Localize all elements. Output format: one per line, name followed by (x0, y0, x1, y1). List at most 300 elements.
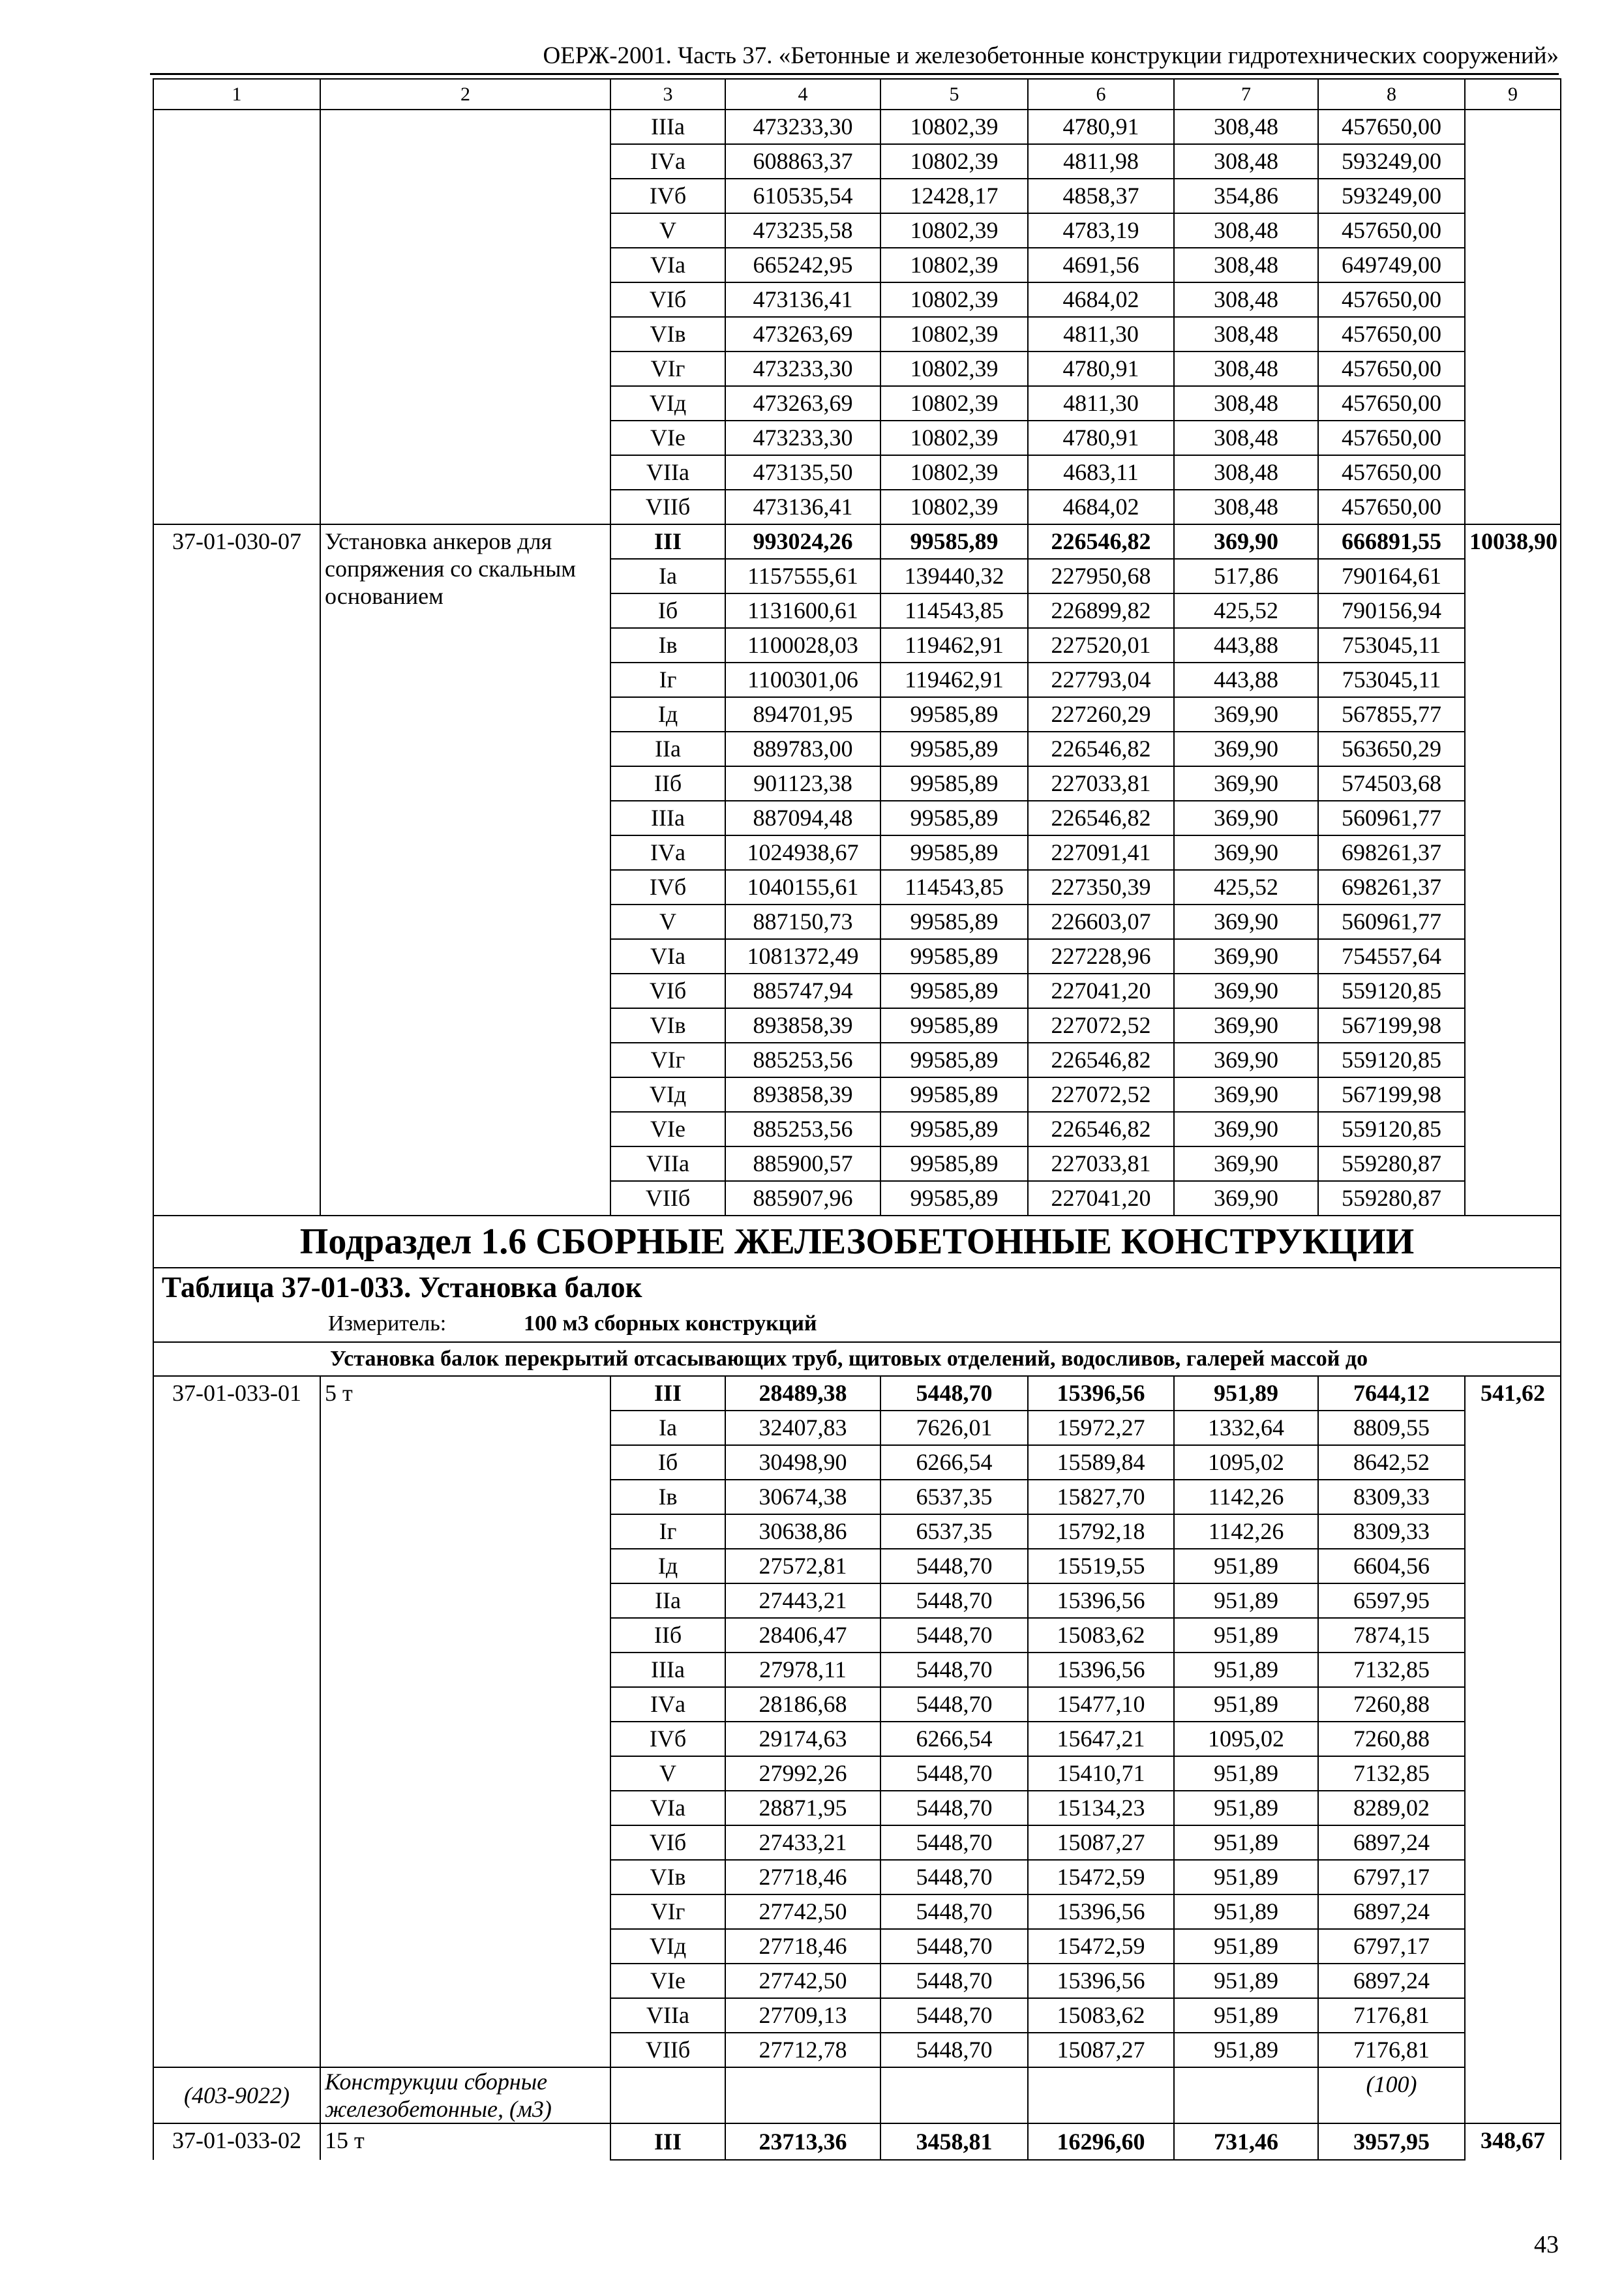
zone-cell: III (610, 2123, 725, 2160)
resource-code: (403-9022) (153, 2067, 320, 2123)
section-row (153, 1216, 1561, 1268)
value-cell: 369,90 (1174, 524, 1318, 559)
value-cell: 473263,69 (725, 317, 880, 352)
value-cell: 951,89 (1174, 1860, 1318, 1894)
value-cell: 369,90 (1174, 905, 1318, 939)
value-cell: 28871,95 (725, 1791, 880, 1825)
value-cell: 951,89 (1174, 1376, 1318, 1411)
value-cell: 593249,00 (1318, 144, 1465, 179)
zone-cell: V (610, 213, 725, 248)
value-cell: 457650,00 (1318, 317, 1465, 352)
value-cell: 6537,35 (880, 1480, 1028, 1514)
value-cell: 457650,00 (1318, 421, 1465, 455)
value-cell: 15472,59 (1028, 1860, 1174, 1894)
value-cell: 1100028,03 (725, 628, 880, 663)
value-cell: 473263,69 (725, 386, 880, 421)
value-cell: 7176,81 (1318, 1998, 1465, 2033)
value-cell: 369,90 (1174, 835, 1318, 870)
value-cell: 8309,33 (1318, 1480, 1465, 1514)
value-cell: 887094,48 (725, 801, 880, 835)
section-title: Подраздел 1.6 СБОРНЫЕ ЖЕЛЕЗОБЕТОННЫЕ КОНСТРУКЦИИ (153, 1216, 1561, 1268)
empty-cell (610, 2067, 725, 2123)
value-cell: 369,90 (1174, 697, 1318, 732)
value-cell: 226546,82 (1028, 732, 1174, 766)
column-number: 6 (1028, 79, 1174, 110)
value-cell: 226546,82 (1028, 1043, 1174, 1077)
value-cell: 567855,77 (1318, 697, 1465, 732)
value-cell: 227033,81 (1028, 766, 1174, 801)
value-cell: 29174,63 (725, 1722, 880, 1756)
item-name-continued (320, 110, 610, 524)
value-cell: 15472,59 (1028, 1929, 1174, 1964)
value-cell: 5448,70 (880, 1756, 1028, 1791)
value-cell: 15083,62 (1028, 1998, 1174, 2033)
zone-cell: VIIб (610, 2033, 725, 2067)
value-cell: 369,90 (1174, 732, 1318, 766)
value-cell: 7132,85 (1318, 1756, 1465, 1791)
zone-cell: VIIб (610, 490, 725, 524)
value-cell: 610535,54 (725, 179, 880, 213)
column-number: 2 (320, 79, 610, 110)
value-cell: 27718,46 (725, 1929, 880, 1964)
value-cell: 28186,68 (725, 1687, 880, 1722)
value-cell: 887150,73 (725, 905, 880, 939)
value-cell: 99585,89 (880, 524, 1028, 559)
value-cell: 7874,15 (1318, 1618, 1465, 1653)
value-cell: 1142,26 (1174, 1480, 1318, 1514)
value-cell: 731,46 (1174, 2123, 1318, 2160)
value-cell: 1081372,49 (725, 939, 880, 974)
value-cell: 369,90 (1174, 1043, 1318, 1077)
value-cell: 649749,00 (1318, 248, 1465, 282)
value-cell: 901123,38 (725, 766, 880, 801)
zone-cell: IIIа (610, 801, 725, 835)
empty-cell (1174, 2067, 1318, 2123)
value-cell: 790164,61 (1318, 559, 1465, 593)
value-cell: 4811,98 (1028, 144, 1174, 179)
zone-cell: VIа (610, 248, 725, 282)
col9-value: 541,62 (1465, 1376, 1561, 2123)
value-cell: 6604,56 (1318, 1549, 1465, 1583)
value-cell: 4684,02 (1028, 282, 1174, 317)
value-cell: 10802,39 (880, 213, 1028, 248)
value-cell: 6266,54 (880, 1722, 1028, 1756)
value-cell: 1131600,61 (725, 593, 880, 628)
value-cell: 27712,78 (725, 2033, 880, 2067)
value-cell: 1024938,67 (725, 835, 880, 870)
value-cell: 473233,30 (725, 352, 880, 386)
value-cell: 4683,11 (1028, 455, 1174, 490)
value-cell: 99585,89 (880, 939, 1028, 974)
value-cell: 666891,55 (1318, 524, 1465, 559)
value-cell: 30674,38 (725, 1480, 880, 1514)
value-cell: 457650,00 (1318, 352, 1465, 386)
value-cell: 457650,00 (1318, 282, 1465, 317)
value-cell: 5448,70 (880, 1825, 1028, 1860)
zone-cell: VIIа (610, 1146, 725, 1181)
value-cell: 308,48 (1174, 317, 1318, 352)
rates-table (153, 78, 1561, 2161)
value-cell: 425,52 (1174, 870, 1318, 905)
value-cell: 4811,30 (1028, 317, 1174, 352)
value-cell: 8309,33 (1318, 1514, 1465, 1549)
zone-cell: VIе (610, 1112, 725, 1146)
value-cell: 308,48 (1174, 282, 1318, 317)
value-cell: 517,86 (1174, 559, 1318, 593)
value-cell: 4783,19 (1028, 213, 1174, 248)
value-cell: 6537,35 (880, 1514, 1028, 1549)
value-cell: 226899,82 (1028, 593, 1174, 628)
value-cell: 443,88 (1174, 663, 1318, 697)
header-title: ОЕРЖ-2001. Часть 37. «Бетонные и железобетонные конструкции гидротехнических сооружений» (543, 42, 1559, 69)
value-cell: 6897,24 (1318, 1825, 1465, 1860)
value-cell: 226603,07 (1028, 905, 1174, 939)
zone-cell: VIе (610, 1964, 725, 1998)
value-cell: 5448,70 (880, 1860, 1028, 1894)
value-cell: 15396,56 (1028, 1583, 1174, 1618)
value-cell: 28489,38 (725, 1376, 880, 1411)
value-cell: 15396,56 (1028, 1376, 1174, 1411)
value-cell: 5448,70 (880, 1791, 1028, 1825)
value-cell: 753045,11 (1318, 663, 1465, 697)
col9-empty (1465, 110, 1561, 524)
empty-cell (725, 2067, 880, 2123)
measure-row (153, 1306, 1561, 1342)
value-cell: 369,90 (1174, 1008, 1318, 1043)
value-cell: 15589,84 (1028, 1445, 1174, 1480)
zone-cell: Iд (610, 697, 725, 732)
value-cell: 10802,39 (880, 386, 1028, 421)
value-cell: 119462,91 (880, 628, 1028, 663)
value-cell: 7626,01 (880, 1411, 1028, 1445)
resource-row (153, 2067, 1561, 2123)
value-cell: 4780,91 (1028, 110, 1174, 144)
value-cell: 369,90 (1174, 766, 1318, 801)
value-cell: 10802,39 (880, 455, 1028, 490)
table-title: Таблица 37-01-033. Установка балок (153, 1268, 1561, 1306)
zone-cell: VIб (610, 282, 725, 317)
value-cell: 951,89 (1174, 1653, 1318, 1687)
value-cell: 473135,50 (725, 455, 880, 490)
value-cell: 15477,10 (1028, 1687, 1174, 1722)
value-cell: 99585,89 (880, 766, 1028, 801)
value-cell: 885253,56 (725, 1112, 880, 1146)
table-row (153, 110, 1561, 144)
value-cell: 15083,62 (1028, 1618, 1174, 1653)
value-cell: 4811,30 (1028, 386, 1174, 421)
value-cell: 473136,41 (725, 490, 880, 524)
value-cell: 5448,70 (880, 1549, 1028, 1583)
value-cell: 5448,70 (880, 1929, 1028, 1964)
value-cell: 227350,39 (1028, 870, 1174, 905)
item-name: Установка анкеров для сопряжения со скальным основанием (320, 524, 610, 1216)
value-cell: 1100301,06 (725, 663, 880, 697)
value-cell: 99585,89 (880, 1008, 1028, 1043)
value-cell: 369,90 (1174, 1077, 1318, 1112)
value-cell: 7132,85 (1318, 1653, 1465, 1687)
value-cell: 7644,12 (1318, 1376, 1465, 1411)
table-title-row (153, 1268, 1561, 1306)
value-cell: 559120,85 (1318, 974, 1465, 1008)
value-cell: 226546,82 (1028, 524, 1174, 559)
value-cell: 28406,47 (725, 1618, 880, 1653)
value-cell: 5448,70 (880, 2033, 1028, 2067)
value-cell: 473136,41 (725, 282, 880, 317)
column-number: 8 (1318, 79, 1465, 110)
value-cell: 885900,57 (725, 1146, 880, 1181)
value-cell: 885253,56 (725, 1043, 880, 1077)
value-cell: 99585,89 (880, 905, 1028, 939)
resource-unit: (100) (1318, 2067, 1465, 2123)
zone-cell: VIд (610, 1929, 725, 1964)
column-number: 4 (725, 79, 880, 110)
value-cell: 308,48 (1174, 144, 1318, 179)
item-code: 37-01-033-02 (153, 2123, 320, 2160)
page-header (150, 38, 1559, 75)
value-cell: 227950,68 (1028, 559, 1174, 593)
column-number: 3 (610, 79, 725, 110)
value-cell: 457650,00 (1318, 455, 1465, 490)
value-cell: 27709,13 (725, 1998, 880, 2033)
zone-cell: VIб (610, 974, 725, 1008)
measure-value: 100 м3 сборных конструкций (524, 1311, 817, 1336)
value-cell: 560961,77 (1318, 801, 1465, 835)
value-cell: 951,89 (1174, 1825, 1318, 1860)
col9-value: 348,67 (1465, 2123, 1561, 2160)
measure-label: Измеритель: (328, 1311, 447, 1336)
value-cell: 308,48 (1174, 386, 1318, 421)
value-cell: 15410,71 (1028, 1756, 1174, 1791)
col9-value: 10038,90 (1465, 524, 1561, 1216)
value-cell: 15087,27 (1028, 2033, 1174, 2067)
zone-cell: VIIб (610, 1181, 725, 1216)
item-name: 5 т (320, 1376, 610, 2067)
value-cell: 99585,89 (880, 1043, 1028, 1077)
zone-cell: Iб (610, 1445, 725, 1480)
item-code: 37-01-033-01 (153, 1376, 320, 2067)
value-cell: 99585,89 (880, 835, 1028, 870)
value-cell: 227033,81 (1028, 1146, 1174, 1181)
column-number-row (153, 79, 1561, 110)
value-cell: 27433,21 (725, 1825, 880, 1860)
value-cell: 457650,00 (1318, 110, 1465, 144)
value-cell: 457650,00 (1318, 213, 1465, 248)
value-cell: 15792,18 (1028, 1514, 1174, 1549)
value-cell: 5448,70 (880, 1376, 1028, 1411)
measure-cell (153, 1306, 1561, 1342)
value-cell: 27443,21 (725, 1583, 880, 1618)
zone-cell: VIа (610, 939, 725, 974)
zone-cell: VIIа (610, 1998, 725, 2033)
value-cell: 951,89 (1174, 1791, 1318, 1825)
value-cell: 4780,91 (1028, 421, 1174, 455)
value-cell: 15396,56 (1028, 1894, 1174, 1929)
value-cell: 559120,85 (1318, 1043, 1465, 1077)
zone-cell: VIд (610, 1077, 725, 1112)
value-cell: 1095,02 (1174, 1445, 1318, 1480)
value-cell: 369,90 (1174, 801, 1318, 835)
value-cell: 10802,39 (880, 490, 1028, 524)
value-cell: 27572,81 (725, 1549, 880, 1583)
zone-cell: VIг (610, 1894, 725, 1929)
zone-cell: IVб (610, 1722, 725, 1756)
value-cell: 10802,39 (880, 421, 1028, 455)
value-cell: 951,89 (1174, 1756, 1318, 1791)
value-cell: 951,89 (1174, 1687, 1318, 1722)
value-cell: 99585,89 (880, 1077, 1028, 1112)
value-cell: 1040155,61 (725, 870, 880, 905)
value-cell: 227072,52 (1028, 1077, 1174, 1112)
item-code: 37-01-030-07 (153, 524, 320, 1216)
value-cell: 6897,24 (1318, 1964, 1465, 1998)
value-cell: 99585,89 (880, 801, 1028, 835)
value-cell: 698261,37 (1318, 835, 1465, 870)
value-cell: 10802,39 (880, 282, 1028, 317)
value-cell: 951,89 (1174, 1583, 1318, 1618)
value-cell: 10802,39 (880, 352, 1028, 386)
value-cell: 559280,87 (1318, 1146, 1465, 1181)
value-cell: 10802,39 (880, 144, 1028, 179)
value-cell: 308,48 (1174, 490, 1318, 524)
value-cell: 99585,89 (880, 1181, 1028, 1216)
value-cell: 885907,96 (725, 1181, 880, 1216)
value-cell: 12428,17 (880, 179, 1028, 213)
value-cell: 27742,50 (725, 1964, 880, 1998)
value-cell: 99585,89 (880, 697, 1028, 732)
value-cell: 559280,87 (1318, 1181, 1465, 1216)
value-cell: 15647,21 (1028, 1722, 1174, 1756)
subheading-row (153, 1342, 1561, 1376)
column-number: 7 (1174, 79, 1318, 110)
zone-cell: IIб (610, 766, 725, 801)
value-cell: 227041,20 (1028, 974, 1174, 1008)
value-cell: 560961,77 (1318, 905, 1465, 939)
value-cell: 15396,56 (1028, 1653, 1174, 1687)
rates-table-body (153, 79, 1561, 2160)
value-cell: 369,90 (1174, 939, 1318, 974)
value-cell: 369,90 (1174, 1146, 1318, 1181)
value-cell: 3458,81 (880, 2123, 1028, 2160)
subheading: Установка балок перекрытий отсасывающих труб, щитовых отделений, водосливов, галерей массой до (153, 1342, 1561, 1376)
value-cell: 369,90 (1174, 974, 1318, 1008)
value-cell: 894701,95 (725, 697, 880, 732)
value-cell: 139440,32 (880, 559, 1028, 593)
value-cell: 308,48 (1174, 421, 1318, 455)
zone-cell: VIе (610, 421, 725, 455)
value-cell: 369,90 (1174, 1112, 1318, 1146)
value-cell: 15087,27 (1028, 1825, 1174, 1860)
value-cell: 227260,29 (1028, 697, 1174, 732)
value-cell: 114543,85 (880, 870, 1028, 905)
value-cell: 308,48 (1174, 248, 1318, 282)
value-cell: 99585,89 (880, 1146, 1028, 1181)
value-cell: 6897,24 (1318, 1894, 1465, 1929)
value-cell: 15396,56 (1028, 1964, 1174, 1998)
value-cell: 8642,52 (1318, 1445, 1465, 1480)
zone-cell: III (610, 1376, 725, 1411)
column-number: 5 (880, 79, 1028, 110)
zone-cell: VIд (610, 386, 725, 421)
value-cell: 5448,70 (880, 1618, 1028, 1653)
value-cell: 4780,91 (1028, 352, 1174, 386)
column-number: 9 (1465, 79, 1561, 110)
value-cell: 226546,82 (1028, 801, 1174, 835)
zone-cell: VIа (610, 1791, 725, 1825)
value-cell: 7176,81 (1318, 2033, 1465, 2067)
value-cell: 665242,95 (725, 248, 880, 282)
value-cell: 99585,89 (880, 1112, 1028, 1146)
value-cell: 8289,02 (1318, 1791, 1465, 1825)
value-cell: 15134,23 (1028, 1791, 1174, 1825)
zone-cell: VIв (610, 317, 725, 352)
value-cell: 1142,26 (1174, 1514, 1318, 1549)
zone-cell: IVа (610, 144, 725, 179)
zone-cell: VIг (610, 1043, 725, 1077)
zone-cell: VIб (610, 1825, 725, 1860)
zone-cell: III (610, 524, 725, 559)
value-cell: 753045,11 (1318, 628, 1465, 663)
value-cell: 119462,91 (880, 663, 1028, 697)
value-cell: 32407,83 (725, 1411, 880, 1445)
value-cell: 7260,88 (1318, 1687, 1465, 1722)
value-cell: 16296,60 (1028, 2123, 1174, 2160)
zone-cell: IIIа (610, 1653, 725, 1687)
value-cell: 790156,94 (1318, 593, 1465, 628)
value-cell: 10802,39 (880, 110, 1028, 144)
zone-cell: IIа (610, 1583, 725, 1618)
value-cell: 593249,00 (1318, 179, 1465, 213)
value-cell: 227520,01 (1028, 628, 1174, 663)
value-cell: 473233,30 (725, 421, 880, 455)
value-cell: 567199,98 (1318, 1077, 1465, 1112)
value-cell: 6797,17 (1318, 1929, 1465, 1964)
column-number: 1 (153, 79, 320, 110)
value-cell: 4691,56 (1028, 248, 1174, 282)
zone-cell: IIа (610, 732, 725, 766)
zone-cell: Iд (610, 1549, 725, 1583)
value-cell: 1157555,61 (725, 559, 880, 593)
value-cell: 559120,85 (1318, 1112, 1465, 1146)
zone-cell: VIв (610, 1860, 725, 1894)
value-cell: 15827,70 (1028, 1480, 1174, 1514)
value-cell: 30638,86 (725, 1514, 880, 1549)
item-name: 15 т (320, 2123, 610, 2160)
value-cell: 227072,52 (1028, 1008, 1174, 1043)
zone-cell: IVб (610, 179, 725, 213)
value-cell: 5448,70 (880, 1687, 1028, 1722)
value-cell: 4684,02 (1028, 490, 1174, 524)
zone-cell: V (610, 1756, 725, 1791)
value-cell: 5448,70 (880, 1583, 1028, 1618)
resource-name: Конструкции сборные железобетонные, (м3) (320, 2067, 610, 2123)
value-cell: 23713,36 (725, 2123, 880, 2160)
table-row (153, 2123, 1561, 2160)
value-cell: 951,89 (1174, 1549, 1318, 1583)
zone-cell: V (610, 905, 725, 939)
zone-cell: Iб (610, 593, 725, 628)
zone-cell: Iа (610, 1411, 725, 1445)
value-cell: 227228,96 (1028, 939, 1174, 974)
value-cell: 308,48 (1174, 213, 1318, 248)
value-cell: 951,89 (1174, 1998, 1318, 2033)
zone-cell: IIб (610, 1618, 725, 1653)
value-cell: 27978,11 (725, 1653, 880, 1687)
value-cell: 698261,37 (1318, 870, 1465, 905)
value-cell: 567199,98 (1318, 1008, 1465, 1043)
value-cell: 457650,00 (1318, 490, 1465, 524)
value-cell: 27992,26 (725, 1756, 880, 1791)
value-cell: 951,89 (1174, 2033, 1318, 2067)
